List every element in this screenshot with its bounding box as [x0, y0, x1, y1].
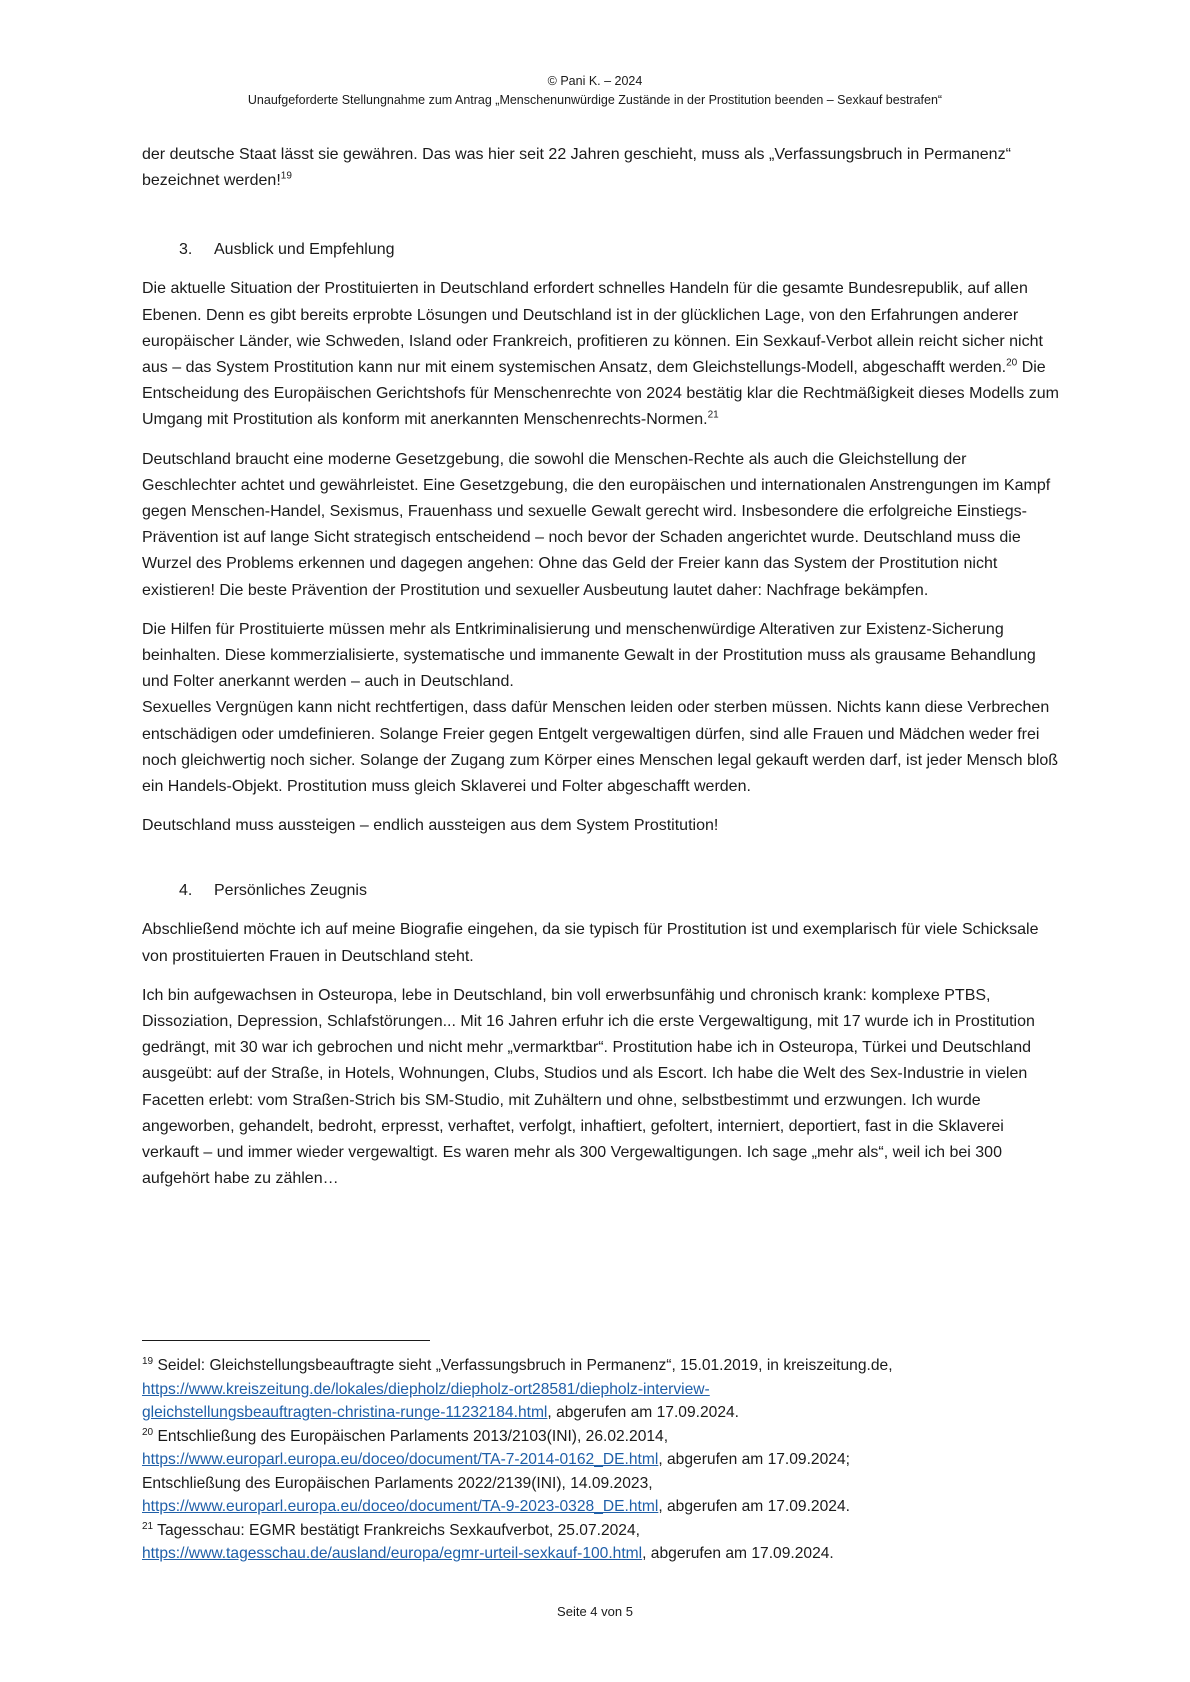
section-4-title: Persönliches Zeugnis: [214, 882, 367, 900]
footnote-separator: [142, 1340, 430, 1341]
section-3-heading: [142, 237, 1062, 263]
footnote-number: 21: [142, 1520, 154, 1532]
footnote-text: Entschließung des Europäischen Parlaments 2013/2103(INI), 26.02.2014,: [153, 1427, 669, 1445]
section-3-title: Ausblick und Empfehlung: [214, 241, 395, 259]
link-text: gleichstellungsbeauftragten-christina-runge-11232184.html: [142, 1404, 548, 1421]
footnote-ref-19[interactable]: 19: [280, 170, 292, 182]
footnote-text: Entschließung des Europäischen Parlaments 2022/2139(INI), 14.09.2023,: [142, 1474, 653, 1492]
section-4-heading: [142, 878, 1062, 904]
section-3-paragraph-3b: Sexuelles Vergnügen kann nicht rechtfertigen, dass dafür Menschen leiden oder sterben müssen. Nichts kann diese Verbrechen entschädigen oder umdefinieren. Solange Freier gegen Entgelt vergewaltigen dürfen, sind alle Frauen und Mädchen weder frei noch gleichwertig noch sicher. Solange der Zugang zum Körper eines Menschen legal gekauft werden darf, ist jeder Mensch bloß ein Handels-Objekt. Prostitution muss gleich Sklaverei und Folter abgeschafft werden.: [142, 699, 1059, 796]
footnote-19: [142, 1354, 1062, 1425]
footnote-20-link-2[interactable]: https://www.europarl.europa.eu/doceo/document/TA-9-2023-0328_DE.html: [142, 1498, 659, 1515]
footnote-ref-21[interactable]: 21: [707, 410, 719, 422]
header-copyright: © Pani K. – 2024: [547, 74, 643, 88]
footnote-20: [142, 1425, 1062, 1519]
footnotes: [142, 1354, 1062, 1566]
footnote-21-link[interactable]: https://www.tagesschau.de/ausland/europa/egmr-urteil-sexkauf-100.html: [142, 1545, 643, 1562]
footnote-text: , abgerufen am 17.09.2024.: [642, 1545, 834, 1562]
paragraph-text: Die Entscheidung des Europäischen Gerichtshofs für Menschenrechte von 2024 bestätig klar die Rechtmäßigkeit dieses Modells zum Umgang mit Prostitution als konform mit anerkannten Menschenrechts-Normen.: [142, 359, 1059, 429]
footnote-20-link-1[interactable]: https://www.europarl.europa.eu/doceo/document/TA-7-2014-0162_DE.html: [142, 1451, 659, 1468]
footnote-text: Seidel: Gleichstellungsbeauftragte sieht „Verfassungsbruch in Permanenz“, 15.01.2019, in kreiszeitung.de,: [153, 1357, 893, 1374]
intro-paragraph: [142, 142, 1062, 194]
footnote-number: 19: [142, 1355, 154, 1367]
footnote-ref-20[interactable]: 20: [1006, 357, 1018, 369]
section-3-number: 3.: [179, 241, 193, 259]
footnote-text: , abgerufen am 17.09.2024.: [658, 1498, 850, 1515]
main-text: [142, 142, 1062, 1193]
page-number: Seite 4 von 5: [557, 1604, 633, 1619]
section-3-paragraph-1: [142, 276, 1062, 433]
section-3-paragraph-2: Deutschland braucht eine moderne Gesetzgebung, die sowohl die Menschen-Rechte als auch die Gleichstellung der Geschlechter achtet und gewährleistet. Eine Gesetzgebung, die den europäischen und internationalen Anstrengungen im Kampf gegen Menschen-Handel, Sexismus, Frauenhass und sexuelle Gewalt gerecht wird. Insbesondere die erfolgreiche Einstiegs-Prävention ist auf lange Sicht strategisch entscheidend – noch bevor der Schaden angerichtet wurde. Deutschland muss die Wurzel des Problems erkennen und dagegen angehen: Ohne das Geld der Freier kann das System der Prostitution nicht existieren! Die beste Prävention der Prostitution und sexueller Ausbeutung lautet daher: Nachfrage bekämpfen.: [142, 450, 1051, 599]
section-4-paragraph-1: Abschließend möchte ich auf meine Biografie eingehen, da sie typisch für Prostitution ist und exemplarisch für viele Schicksale von prostituierten Frauen in Deutschland steht.: [142, 921, 1039, 965]
footnote-21: [142, 1519, 1062, 1566]
footnote-number: 20: [142, 1426, 154, 1438]
paragraph-text: Die aktuelle Situation der Prostituierten in Deutschland erfordert schnelles Handeln für die gesamte Bundesrepublik, auf allen Ebenen. Denn es gibt bereits erprobte Lösungen und Deutschland ist in der glücklichen Lage, von den Erfahrungen anderer europäischer Länder, wie Schweden, Island oder Frankreich, profitieren zu können. Ein Sexkauf-Verbot allein reicht sicher nicht aus – das System Prostitution kann nur mit einem systemischen Ansatz, dem Gleichstellungs-Modell, abgeschafft werden.: [142, 280, 1043, 377]
section-4-number: 4.: [179, 882, 193, 900]
section-3-paragraph-4: Deutschland muss aussteigen – endlich aussteigen aus dem System Prostitution!: [142, 817, 719, 835]
intro-text: der deutsche Staat lässt sie gewähren. Das was hier seit 22 Jahren geschieht, muss als „Verfassungsbruch in Permanenz“ bezeichnet werden!: [142, 146, 1011, 190]
footnote-text: , abgerufen am 17.09.2024.: [547, 1404, 740, 1421]
footnote-text: Tagesschau: EGMR bestätigt Frankreichs Sexkaufverbot, 25.07.2024,: [153, 1521, 640, 1539]
section-3-paragraph-3a: Die Hilfen für Prostituierte müssen mehr als Entkriminalisierung und menschenwürdige Alterativen zur Existenz-Sicherung beinhalten. Diese kommerzialisierte, systematische und immanente Gewalt in der Prostitution muss als grausame Behandlung und Folter anerkannt werden – auch in Deutschland.: [142, 620, 1036, 691]
page-header: [0, 72, 1190, 110]
header-title: Unaufgeforderte Stellungnahme zum Antrag „Menschenunwürdige Zustände in der Prostitution beenden – Sexkauf bestrafen“: [247, 93, 943, 107]
section-4-paragraph-2: Ich bin aufgewachsen in Osteuropa, lebe in Deutschland, bin voll erwerbsunfähig und chronisch krank: komplexe PTBS, Dissoziation, Depression, Schlafstörungen... Mit 16 Jahren erfuhr ich die erste Vergewaltigung, mit 17 wurde ich in Prostitution gedrängt, mit 30 war ich gebrochen und nicht mehr „vermarktbar“. Prostitution habe ich in Osteuropa, Türkei und Deutschland ausgeübt: auf der Straße, in Hotels, Wohnungen, Clubs, Studios und als Escort. Ich habe die Welt des Sex-Industrie in vielen Facetten erlebt: vom Straßen-Strich bis SM-Studio, mit Zuhältern und ohne, selbstbestimmt und erzwungen. Ich wurde angeworben, gehandelt, bedroht, erpresst, verhaftet, verfolgt, inhaftiert, gefoltert, interniert, deportiert, fast in die Sklaverei verkauft – und immer wieder vergewaltigt. Es waren mehr als 300 Vergewaltigungen. Ich sage „mehr als“, weil ich bei 300 aufgehört habe zu zählen…: [142, 986, 1035, 1188]
link-text: https://www.kreiszeitung.de/lokales/diepholz/diepholz-ort28581/diepholz-interview-: [142, 1380, 710, 1398]
footnote-text: , abgerufen am 17.09.2024;: [658, 1451, 850, 1468]
